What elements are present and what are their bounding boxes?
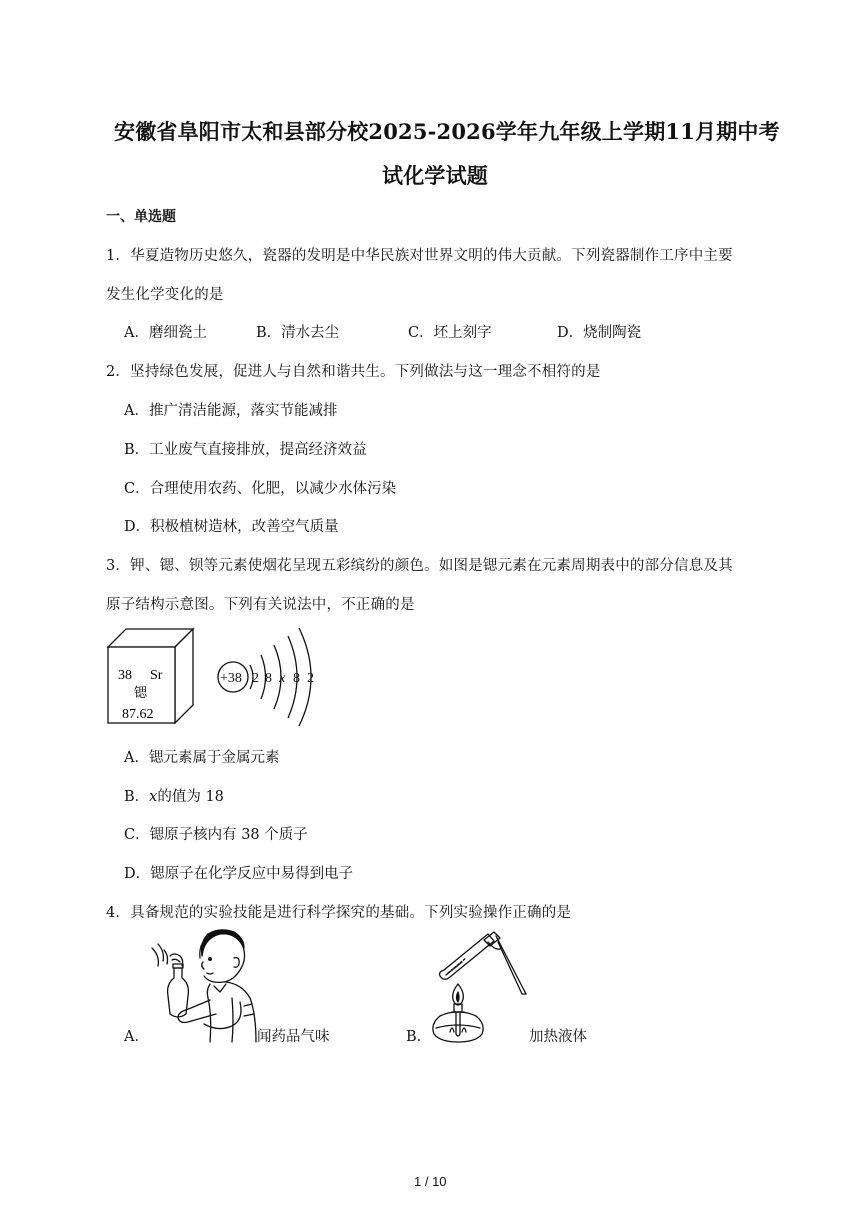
q3-option-c: C．锶原子核内有 38 个质子 <box>124 827 308 843</box>
atom-labels <box>220 671 314 686</box>
q1-line-1: 1．华夏造物历史悠久，瓷器的发明是中华民族对世界文明的伟大贡献。下列瓷器制作工序中主要 <box>106 248 733 264</box>
shell-5-count: 2 <box>307 671 314 686</box>
smelling-chemical-illustration <box>148 928 260 1044</box>
q4-option-a-caption: 闻药品气味 <box>257 1029 330 1045</box>
q3-option-b-text: 的值为 18 <box>157 789 224 805</box>
title-line-1: 安徽省阜阳市太和县部分校2025-2026学年九年级上学期11月期中考 <box>114 119 780 144</box>
q1-option-d: D．烧制陶瓷 <box>557 325 642 341</box>
q1-option-a: A．磨细瓷土 <box>124 325 207 341</box>
atomic-number: 38 <box>118 668 132 683</box>
q1-option-c: C．坯上刻字 <box>408 325 492 341</box>
element-symbol: Sr <box>150 668 163 683</box>
q4-option-b-letter: B． <box>406 1029 432 1045</box>
q2-option-d: D．积极植树造林，改善空气质量 <box>124 519 339 535</box>
strontium-figure <box>104 625 334 731</box>
q1-option-b: B．清水去尘 <box>256 325 340 341</box>
q2-line-1: 2．坚持绿色发展，促进人与自然和谐共生。下列做法与这一理念不相符的是 <box>106 364 601 380</box>
element-cell <box>108 629 193 723</box>
q4-line-1: 4．具备规范的实验技能是进行科学探究的基础。下列实验操作正确的是 <box>106 905 572 921</box>
q1-line-2: 发生化学变化的是 <box>106 287 224 303</box>
q3-line-1: 3．钾、锶、钡等元素使烟花呈现五彩缤纷的颜色。如图是锶元素在元素周期表中的部分信息及其 <box>106 558 733 574</box>
section-heading: 一、单选题 <box>106 209 176 225</box>
shell-3-count: x <box>279 671 286 686</box>
page-number: 1 / 10 <box>414 1174 447 1189</box>
q3-option-b-letter: B． <box>124 789 150 805</box>
atomic-mass: 87.62 <box>122 707 154 722</box>
shell-2-count: 8 <box>265 671 272 686</box>
q4-option-b-caption: 加热液体 <box>529 1029 587 1045</box>
q2-option-b: B．工业废气直接排放，提高经济效益 <box>124 442 367 458</box>
shell-1-count: 2 <box>252 671 259 686</box>
title-line-2: 试化学试题 <box>382 163 488 188</box>
q2-option-c: C．合理使用农药、化肥，以减少水体污染 <box>124 481 397 497</box>
q4-option-a-letter: A． <box>124 1029 149 1045</box>
shell-4-count: 8 <box>293 671 300 686</box>
variable-x: x <box>149 789 158 805</box>
heating-liquid-illustration <box>426 928 532 1046</box>
nucleus-charge: +38 <box>220 671 242 686</box>
element-name: 锶 <box>134 685 148 700</box>
q3-option-a: A．锶元素属于金属元素 <box>124 750 280 766</box>
q3-option-b <box>124 785 224 806</box>
q3-line-2: 原子结构示意图。下列有关说法中，不正确的是 <box>106 597 415 613</box>
q2-option-a: A．推广清洁能源，落实节能减排 <box>124 403 338 419</box>
q3-option-d: D．锶原子在化学反应中易得到电子 <box>124 866 354 882</box>
